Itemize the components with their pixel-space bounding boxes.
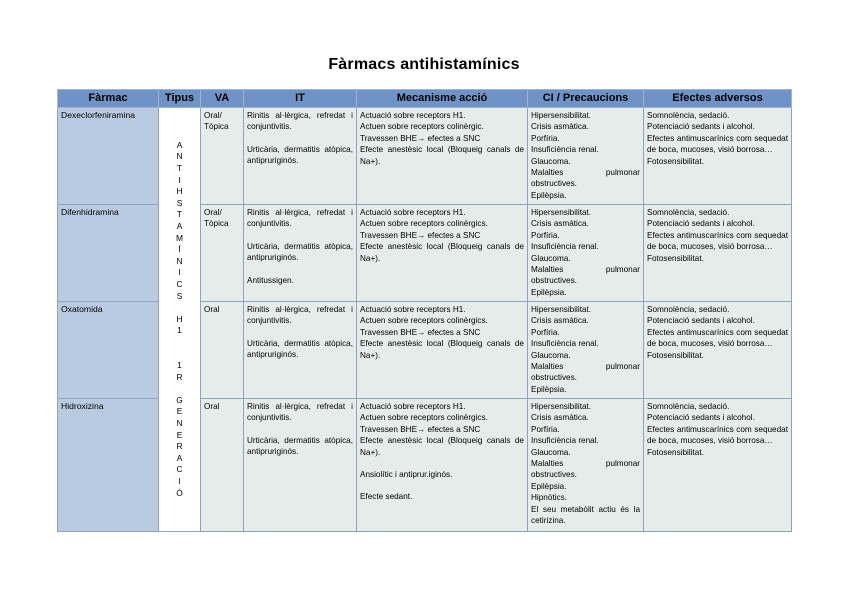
it-cell xyxy=(244,205,357,302)
va-cell xyxy=(201,108,244,205)
ci-line: Crisis asmàtica. xyxy=(531,413,589,423)
ci-line: Malalties pulmonar obstructives. xyxy=(531,265,640,286)
drug-name-cell: Difenhidramina xyxy=(58,205,159,302)
ci-line: Glaucoma. xyxy=(531,253,571,263)
tipus-letter: Ó xyxy=(176,487,183,498)
it-line: Urticària, dermatitis atòpica, antipruriginós. xyxy=(247,435,353,457)
column-header-mecanisme: Mecanisme acció xyxy=(357,90,528,108)
ci-line: Crisis asmàtica. xyxy=(531,316,589,326)
mecanisme-line: Efecte sedant. xyxy=(360,492,413,502)
ci-line: Porfíria. xyxy=(531,230,560,240)
tipus-letter: G xyxy=(176,394,183,405)
ci-line: Crisis asmàtica. xyxy=(531,122,589,132)
efectes-cell xyxy=(644,108,792,205)
mecanisme-line: Actuació sobre receptors H1. xyxy=(360,208,466,217)
efectes-line: Potenciació sedants i alcohol. xyxy=(647,316,755,326)
tipus-letter: S xyxy=(176,290,183,301)
va-line: Tòpica xyxy=(204,122,229,132)
va-line: Oral/ xyxy=(204,111,222,120)
ci-line: Hipersensibilitat. xyxy=(531,111,592,120)
efectes-line: Fotosensibilitat. xyxy=(647,253,704,263)
tipus-letter: C xyxy=(176,278,183,289)
drug-name-cell: Dexeclorfeniramina xyxy=(58,108,159,205)
ci-line: Glaucoma. xyxy=(531,350,571,360)
ci-line: Porfíria. xyxy=(531,327,560,337)
efectes-line: Somnolència, sedació. xyxy=(647,402,730,411)
tipus-letter xyxy=(176,348,183,360)
it-line: Antitussigen. xyxy=(247,275,294,285)
va-line: Oral xyxy=(204,402,220,411)
va-cell xyxy=(201,302,244,399)
mecanisme-line: Efecte anestèsic local (Bloqueig canals de Na+). xyxy=(360,436,524,457)
antihistamine-table xyxy=(57,89,792,532)
mecanisme-cell xyxy=(357,108,528,205)
mecanisme-line: Actuació sobre receptors H1. xyxy=(360,111,466,120)
ci-line: Epilèpsia. xyxy=(531,384,567,394)
tipus-letter xyxy=(176,302,183,314)
it-line: Rinitis al·lèrgica, refredat i conjuntivitis. xyxy=(247,402,353,423)
tipus-letter xyxy=(176,337,183,349)
mecanisme-line: Travessen BHE→ efectes a SNC xyxy=(360,133,481,143)
efectes-line: Fotosensibilitat. xyxy=(647,447,704,457)
page-title: Fàrmacs antihistamínics xyxy=(328,56,520,73)
column-header-farmac: Fàrmac xyxy=(58,90,159,108)
tipus-letter: A xyxy=(176,139,183,150)
efectes-line: Fotosensibilitat. xyxy=(647,156,704,166)
va-line: Tòpica xyxy=(204,219,229,229)
mecanisme-line: Actuen sobre receptors colinèrgics. xyxy=(360,413,488,423)
ci-cell xyxy=(528,108,644,205)
va-cell xyxy=(201,205,244,302)
tipus-letter: 1 xyxy=(177,360,182,371)
ci-cell xyxy=(528,399,644,532)
mecanisme-line: Actuació sobre receptors H1. xyxy=(360,305,466,314)
ci-line: Malalties pulmonar obstructives. xyxy=(531,168,640,189)
ci-line: Insuficiència renal. xyxy=(531,145,599,155)
tipus-letter: S xyxy=(176,197,183,208)
efectes-line: Efectes antimuscarínics com sequedat de boca, mucoses, visió borrosa… xyxy=(647,424,788,446)
mecanisme-cell xyxy=(357,302,528,399)
tipus-letter: R xyxy=(176,371,183,382)
tipus-letter: T xyxy=(176,209,183,220)
it-line: Urticària, dermatitis atòpica, antipruriginós. xyxy=(247,241,353,263)
column-header-efectes: Efectes adversos xyxy=(644,90,792,108)
ci-line: Crisis asmàtica. xyxy=(531,219,589,229)
tipus-letter: E xyxy=(176,406,183,417)
va-cell xyxy=(201,399,244,532)
efectes-line: Somnolència, sedació. xyxy=(647,111,730,120)
mecanisme-line: Efecte anestèsic local (Bloqueig canals de Na+). xyxy=(360,242,524,263)
ci-line: Insuficiència renal. xyxy=(531,339,599,349)
ci-line: Hipersensibilitat. xyxy=(531,305,592,314)
tipus-vertical-text xyxy=(176,140,183,499)
mecanisme-line: Ansiolític i antiprur.iginós. xyxy=(360,470,453,480)
tipus-letter: I xyxy=(178,476,181,487)
ci-cell xyxy=(528,302,644,399)
tipus-letter: A xyxy=(176,220,183,231)
mecanisme-line: Efecte anestèsic local (Bloqueig canals de Na+). xyxy=(360,339,524,360)
mecanisme-line: Actuen sobre receptors colinèrgics. xyxy=(360,316,488,326)
efectes-line: Potenciació sedants i alcohol. xyxy=(647,122,755,132)
mecanisme-line: Actuen sobre receptors colinèrgics. xyxy=(360,219,488,229)
column-header-va: VA xyxy=(201,90,244,108)
tipus-letter: I xyxy=(178,267,181,278)
column-header-it: IT xyxy=(244,90,357,108)
it-line: Urticària, dermatitis atòpica, antipruriginós. xyxy=(247,338,353,360)
tipus-letter: A xyxy=(176,452,183,463)
ci-line: Epilèpsia. xyxy=(531,287,567,297)
it-cell xyxy=(244,302,357,399)
it-line: Rinitis al·lèrgica, refredat i conjuntivitis. xyxy=(247,305,353,326)
efectes-cell xyxy=(644,302,792,399)
mecanisme-cell xyxy=(357,399,528,532)
efectes-cell xyxy=(644,205,792,302)
mecanisme-line: Travessen BHE→ efectes a SNC xyxy=(360,424,481,434)
tipus-letter: N xyxy=(176,418,183,429)
table-row xyxy=(58,108,792,205)
drug-name-cell: Oxatomida xyxy=(58,302,159,399)
ci-line: El seu metabòlit actiu és la cetirizina. xyxy=(531,504,640,526)
ci-line: Hipnòtics. xyxy=(531,493,567,503)
column-header-ci: CI / Precaucions xyxy=(528,90,644,108)
mecanisme-cell xyxy=(357,205,528,302)
efectes-line: Efectes antimuscarínics com sequedat de boca, mucoses, visió borrosa… xyxy=(647,133,788,155)
efectes-line: Potenciació sedants i alcohol. xyxy=(647,413,755,423)
table-header-row xyxy=(58,90,792,108)
mecanisme-line: Travessen BHE→ efectes a SNC xyxy=(360,230,481,240)
tipus-letter xyxy=(176,383,183,395)
it-cell xyxy=(244,399,357,532)
ci-line: Hipersensibilitat. xyxy=(531,208,592,217)
tipus-letter: R xyxy=(176,441,183,452)
column-header-tipus: Tipus xyxy=(159,90,201,108)
tipus-cell xyxy=(159,108,201,532)
ci-line: Glaucoma. xyxy=(531,156,571,166)
tipus-letter: Í xyxy=(178,244,181,255)
it-line: Rinitis al·lèrgica, refredat i conjuntivitis. xyxy=(247,208,353,229)
ci-line: Malalties pulmonar obstructives. xyxy=(531,459,640,480)
efectes-line: Efectes antimuscarínics com sequedat de boca, mucoses, visió borrosa… xyxy=(647,230,788,252)
it-cell xyxy=(244,108,357,205)
ci-line: Insuficiència renal. xyxy=(531,242,599,252)
efectes-line: Fotosensibilitat. xyxy=(647,350,704,360)
tipus-letter: T xyxy=(176,162,183,173)
efectes-line: Somnolència, sedació. xyxy=(647,305,730,314)
mecanisme-line: Travessen BHE→ efectes a SNC xyxy=(360,327,481,337)
ci-line: Glaucoma. xyxy=(531,447,571,457)
ci-cell xyxy=(528,205,644,302)
ci-line: Malalties pulmonar obstructives. xyxy=(531,362,640,383)
mecanisme-line: Actuació sobre receptors H1. xyxy=(360,402,466,411)
efectes-line: Efectes antimuscarínics com sequedat de boca, mucoses, visió borrosa… xyxy=(647,327,788,349)
va-line: Oral xyxy=(204,305,220,314)
it-line: Urticària, dermatitis atòpica, antipruriginós. xyxy=(247,144,353,166)
tipus-letter: C xyxy=(176,464,183,475)
ci-line: Epilèpsia. xyxy=(531,190,567,200)
tipus-letter: N xyxy=(176,255,183,266)
ci-line: Epilèpsia. xyxy=(531,481,567,491)
tipus-letter: 1 xyxy=(177,325,182,336)
tipus-letter: I xyxy=(178,174,181,185)
va-line: Oral/ xyxy=(204,208,222,217)
ci-line: Porfíria. xyxy=(531,133,560,143)
efectes-line: Potenciació sedants i alcohol. xyxy=(647,219,755,229)
ci-line: Porfíria. xyxy=(531,424,560,434)
drug-name-cell: Hidroxizina xyxy=(58,399,159,532)
tipus-letter: E xyxy=(176,429,183,440)
tipus-letter: H xyxy=(176,186,183,197)
tipus-letter: N xyxy=(176,151,183,162)
mecanisme-line: Efecte anestèsic local (Bloqueig canals de Na+). xyxy=(360,145,524,166)
ci-line: Insuficiència renal. xyxy=(531,436,599,446)
efectes-cell xyxy=(644,399,792,532)
mecanisme-line: Actuen sobre receptors colinèrgic. xyxy=(360,122,484,132)
ci-line: Hipersensibilitat. xyxy=(531,402,592,411)
efectes-line: Somnolència, sedació. xyxy=(647,208,730,217)
tipus-letter: M xyxy=(176,232,183,243)
it-line: Rinitis al·lèrgica, refredat i conjuntivitis. xyxy=(247,111,353,132)
tipus-letter: H xyxy=(176,313,183,324)
